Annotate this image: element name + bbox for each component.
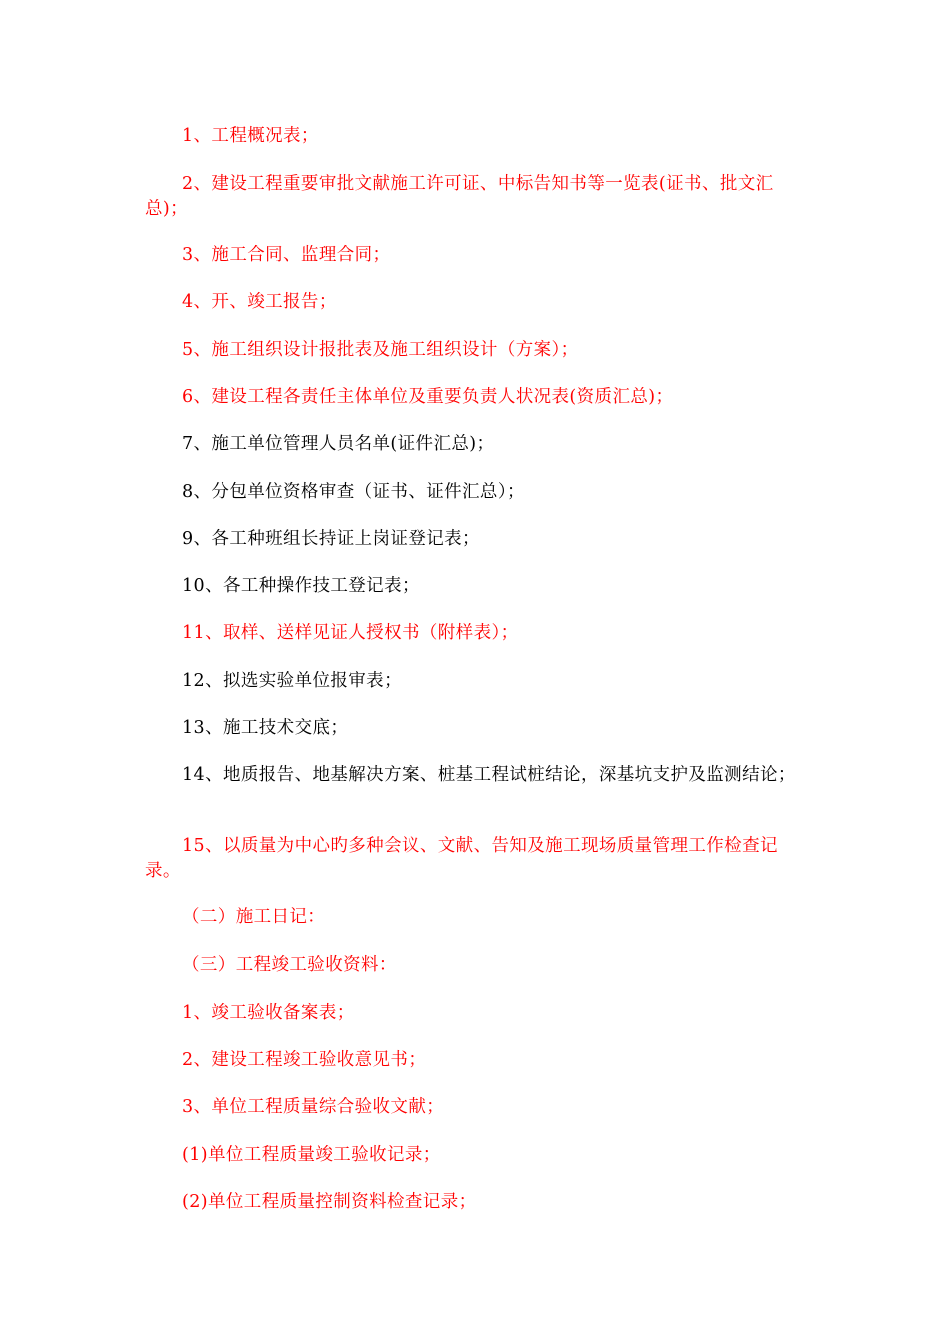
list-item-3: 3、施工合同、监理合同； xyxy=(182,245,391,265)
list-item-acceptance-1: 1、竣工验收备案表； xyxy=(182,1003,355,1023)
list-item-2: 2、建设工程重要审批文献施工许可证、中标告知书等一览表(证书、批文汇总)； xyxy=(145,174,774,219)
list-item-9: 9、各工种班组长持证上岗证登记表； xyxy=(182,529,480,549)
list-item-acceptance-3: 3、单位工程质量综合验收文献； xyxy=(182,1097,445,1117)
list-item-4: 4、开、竣工报告； xyxy=(182,292,337,312)
list-item-5: 5、施工组织设计报批表及施工组织设计（方案）； xyxy=(182,340,579,360)
list-item-12: 12、拟选实验单位报审表； xyxy=(182,671,402,691)
list-item-11: 11、取样、送样见证人授权书（附样表）； xyxy=(182,623,519,643)
list-item-14: 14、地质报告、地基解决方案、桩基工程试桩结论，深基坑支护及监测结论； xyxy=(182,765,796,785)
list-item-7: 7、施工单位管理人员名单(证件汇总)； xyxy=(182,434,495,454)
section-heading-completion-acceptance: （三）工程竣工验收资料： xyxy=(182,955,397,975)
list-item-15: 15、以质量为中心旳多种会议、文献、告知及施工现场质量管理工作检查记录。 xyxy=(145,836,778,881)
section-heading-construction-log: （二）施工日记： xyxy=(182,907,326,927)
list-item-acceptance-2: 2、建设工程竣工验收意见书； xyxy=(182,1050,427,1070)
sub-item-1: (1)单位工程质量竣工验收记录； xyxy=(182,1145,441,1165)
list-item-13: 13、施工技术交底； xyxy=(182,718,349,738)
list-item-6: 6、建设工程各责任主体单位及重要负责人状况表(资质汇总)； xyxy=(182,387,674,407)
sub-item-2: (2)单位工程质量控制资料检查记录； xyxy=(182,1192,477,1212)
list-item-8: 8、分包单位资格审查（证书、证件汇总）； xyxy=(182,482,525,502)
list-item-1: 1、工程概况表； xyxy=(182,126,319,146)
list-item-10: 10、各工种操作技工登记表； xyxy=(182,576,420,596)
